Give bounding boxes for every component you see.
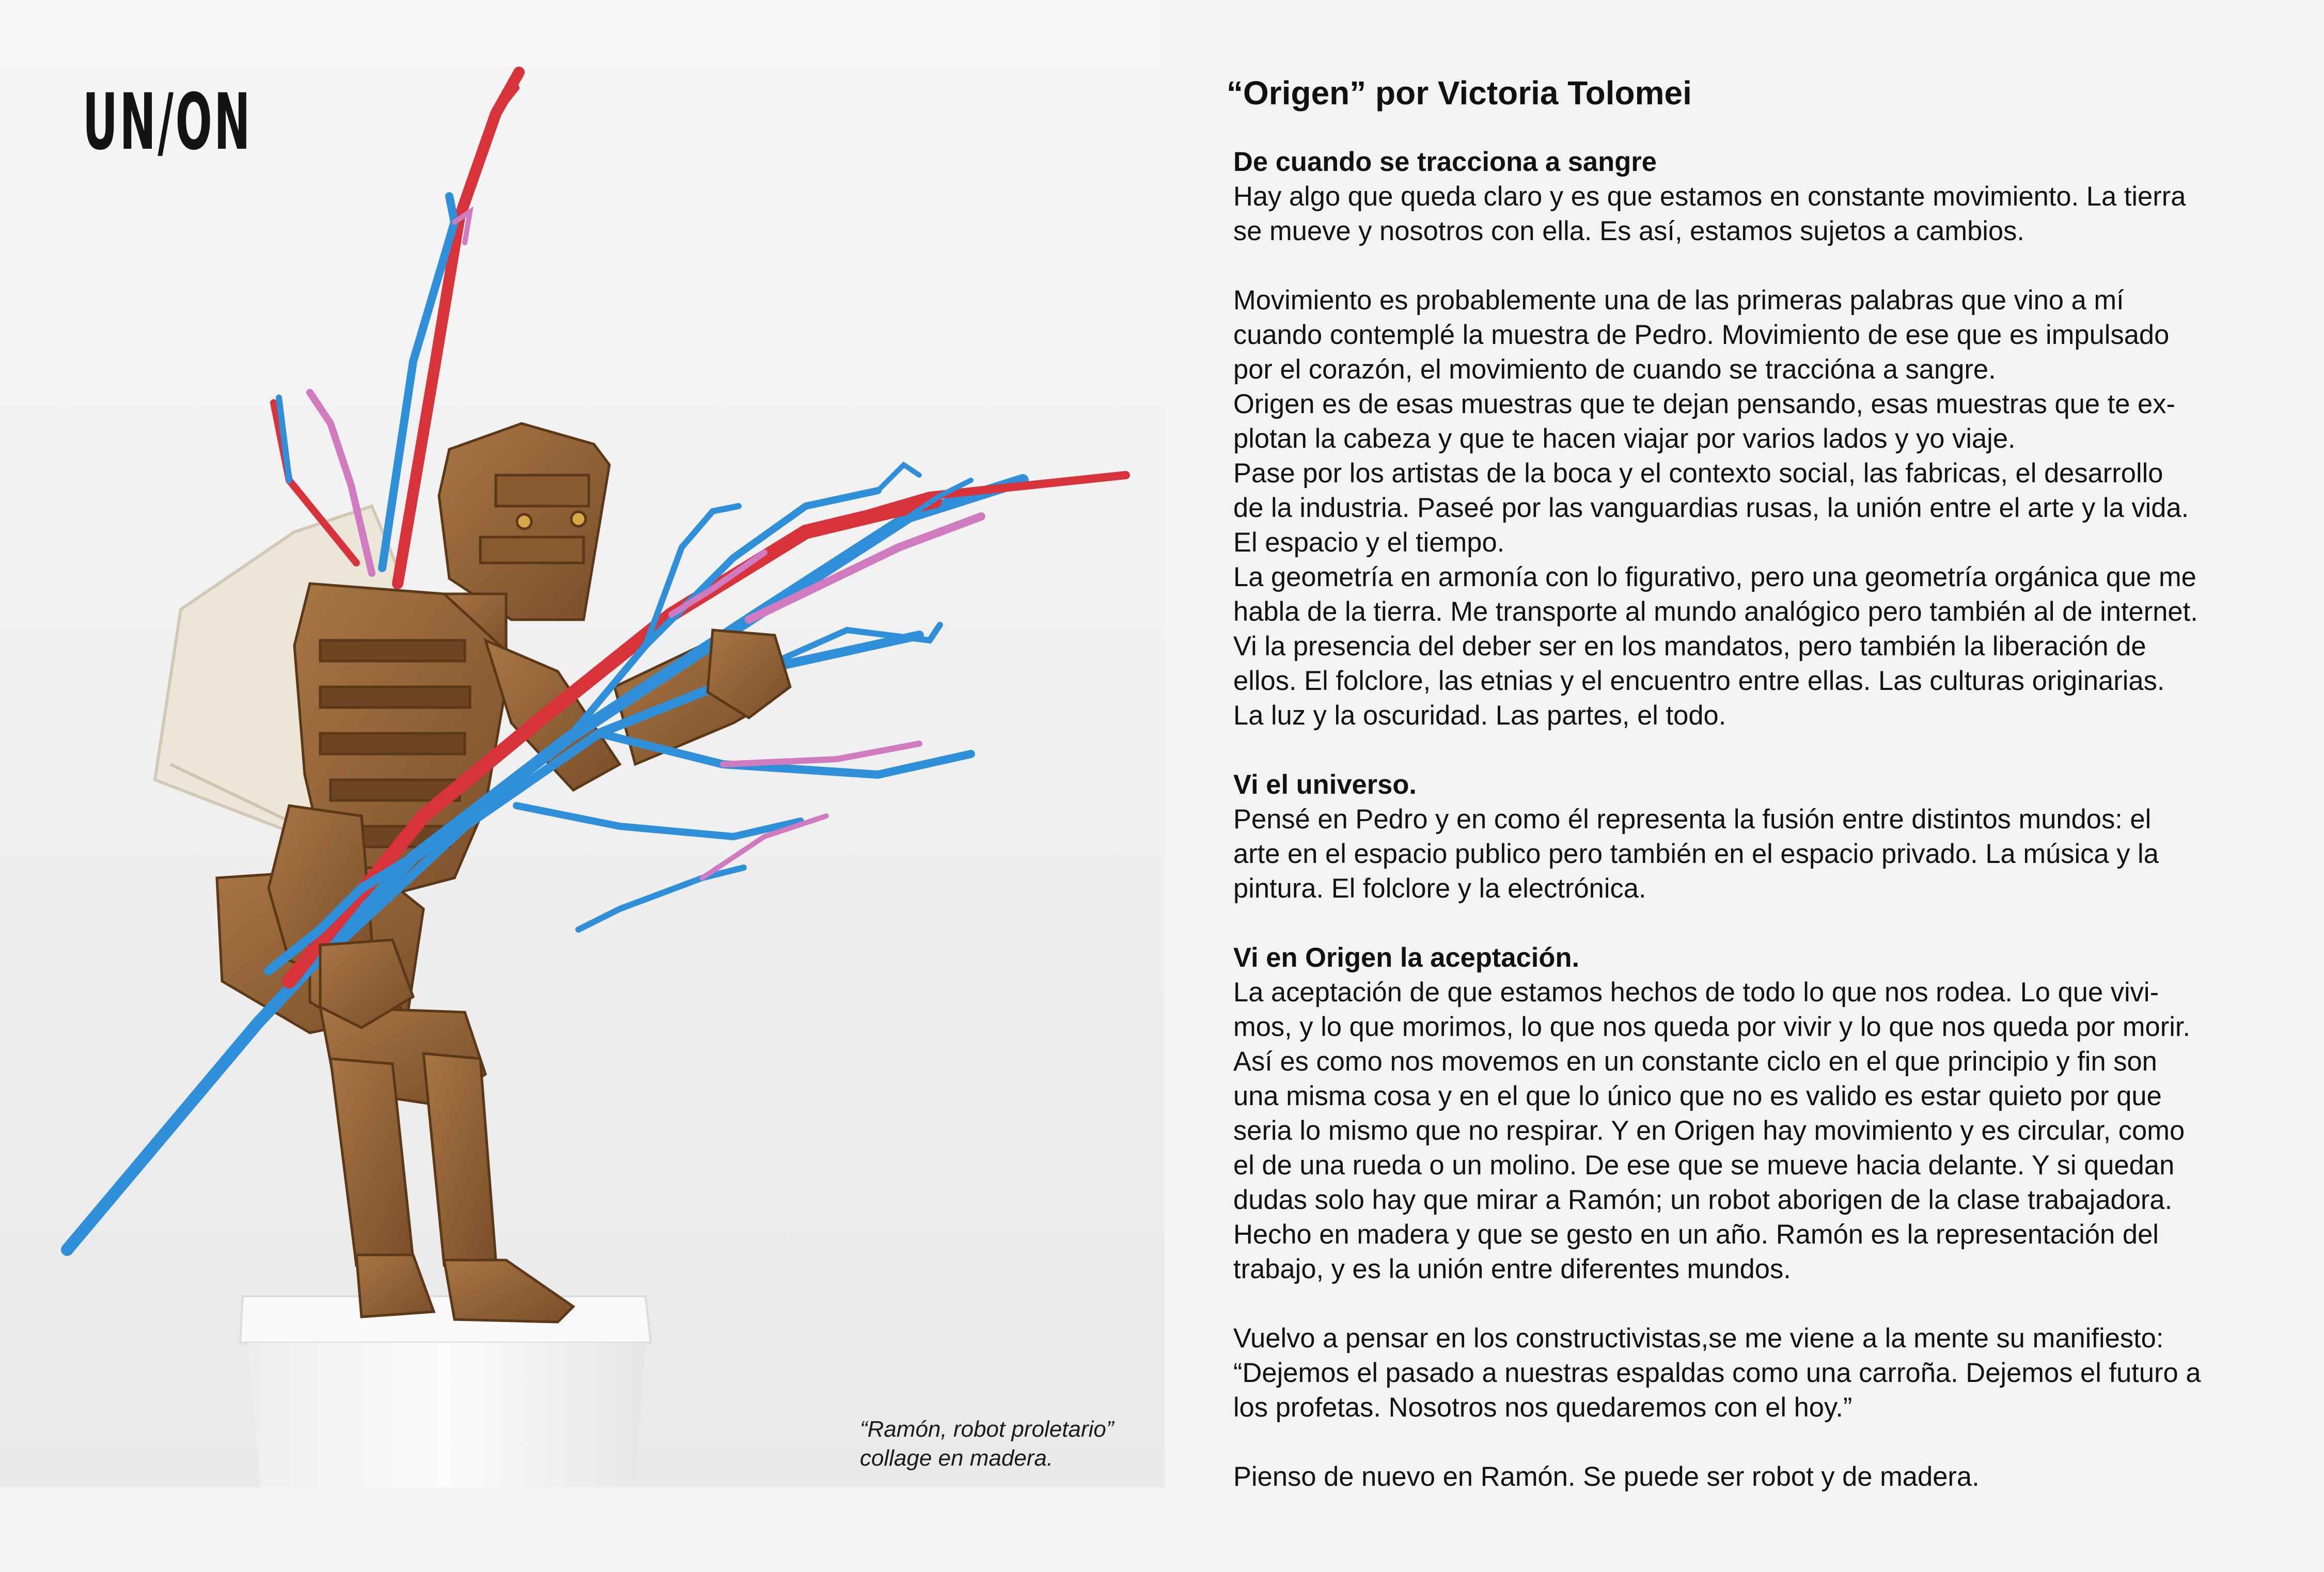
pedestal xyxy=(240,1296,651,1487)
text-line: por el corazón, el movimiento de cuando se traccióna a sangre. xyxy=(1233,354,1996,385)
text-line: pintura. El folclore y la electrónica. xyxy=(1233,873,1646,904)
sculpture-image xyxy=(0,0,1165,1487)
text-line: mos, y lo que morimos, lo que nos queda por vivir y lo que nos queda por morir. xyxy=(1233,1012,2191,1042)
text-line: Así es como nos movemos en un constante ciclo en el que principio y fin son xyxy=(1233,1046,2157,1077)
text-line: La luz y la oscuridad. Las partes, el todo. xyxy=(1233,700,1726,731)
text-line: una misma cosa y en el que lo único que no es valido es estar quieto por que xyxy=(1233,1081,2162,1111)
text-line: Origen es de esas muestras que te dejan pensando, esas muestras que te ex- xyxy=(1233,389,2175,419)
text-line: seria lo mismo que no respirar. Y en Origen hay movimiento y es circular, como xyxy=(1233,1115,2185,1146)
paragraph-gap xyxy=(1233,1425,2270,1459)
text-line: Pase por los artistas de la boca y el contexto social, las fabricas, el desarrollo xyxy=(1233,458,2163,489)
text-line: los profetas. Nosotros nos quedaremos con el hoy.” xyxy=(1233,1392,1852,1423)
text-line: trabajo, y es la unión entre diferentes mundos. xyxy=(1233,1254,1791,1284)
article-body xyxy=(1233,145,2270,1494)
artwork-photo xyxy=(0,0,1165,1487)
section-heading: Vi el universo. xyxy=(1233,769,1417,800)
paragraph-gap xyxy=(1233,1286,2270,1321)
text-line: dudas solo hay que mirar a Ramón; un robot aborigen de la clase trabajadora. xyxy=(1233,1185,2173,1215)
paragraph-gap xyxy=(1233,733,2270,767)
caption-medium: collage en madera. xyxy=(860,1445,1054,1471)
text-line: Hecho en madera y que se gesto en un año. Ramón es la representación del xyxy=(1233,1219,2159,1250)
text-line: de la industria. Paseé por las vanguardias rusas, la unión entre el arte y la vida. xyxy=(1233,493,2189,523)
paragraph-gap xyxy=(1233,248,2270,283)
text-line: plotan la cabeza y que te hacen viajar por varios lados y yo viaje. xyxy=(1233,423,2016,454)
text-line: Pensé en Pedro y en como él representa la fusión entre distintos mundos: el xyxy=(1233,804,2152,835)
section-heading: Vi en Origen la aceptación. xyxy=(1233,942,1580,973)
text-line: se mueve y nosotros con ella. Es así, estamos sujetos a cambios. xyxy=(1233,216,2024,246)
logo: UN/ON xyxy=(83,77,253,167)
text-line: “Dejemos el pasado a nuestras espaldas como una carroña. Dejemos el futuro a xyxy=(1233,1358,2201,1388)
caption-title: “Ramón, robot proletario” xyxy=(860,1417,1114,1442)
text-line: Pienso de nuevo en Ramón. Se puede ser robot y de madera. xyxy=(1233,1461,1980,1492)
section-heading: De cuando se tracciona a sangre xyxy=(1233,147,1657,177)
text-line: el de una rueda o un molino. De ese que se mueve hacia delante. Y si quedan xyxy=(1233,1150,2175,1181)
text-line: cuando contemplé la muestra de Pedro. Movimiento de ese que es impulsado xyxy=(1233,320,2170,350)
text-line: Vuelvo a pensar en los constructivistas,se me viene a la mente su manifiesto: xyxy=(1233,1323,2164,1354)
text-line: La geometría en armonía con lo figurativo, pero una geometría orgánica que me xyxy=(1233,562,2196,592)
paragraph-gap xyxy=(1233,906,2270,940)
text-line: arte en el espacio publico pero también en el espacio privado. La música y la xyxy=(1233,839,2159,869)
article xyxy=(1227,72,2270,1494)
text-line: Movimiento es probablemente una de las primeras palabras que vino a mí xyxy=(1233,285,2124,316)
text-line: Hay algo que queda claro y es que estamos en constante movimiento. La tierra xyxy=(1233,181,2186,212)
text-line: ellos. El folclore, las etnias y el encuentro entre ellas. Las culturas originarias. xyxy=(1233,666,2165,696)
text-line: La aceptación de que estamos hechos de todo lo que nos rodea. Lo que vivi- xyxy=(1233,977,2159,1008)
text-line: El espacio y el tiempo. xyxy=(1233,527,1505,558)
artwork-caption xyxy=(860,1415,1114,1473)
text-line: habla de la tierra. Me transporte al mundo analógico pero también al de internet. xyxy=(1233,596,2198,627)
article-title: “Origen” por Victoria Tolomei xyxy=(1227,74,1692,112)
text-line: Vi la presencia del deber ser en los mandatos, pero también la liberación de xyxy=(1233,631,2146,662)
